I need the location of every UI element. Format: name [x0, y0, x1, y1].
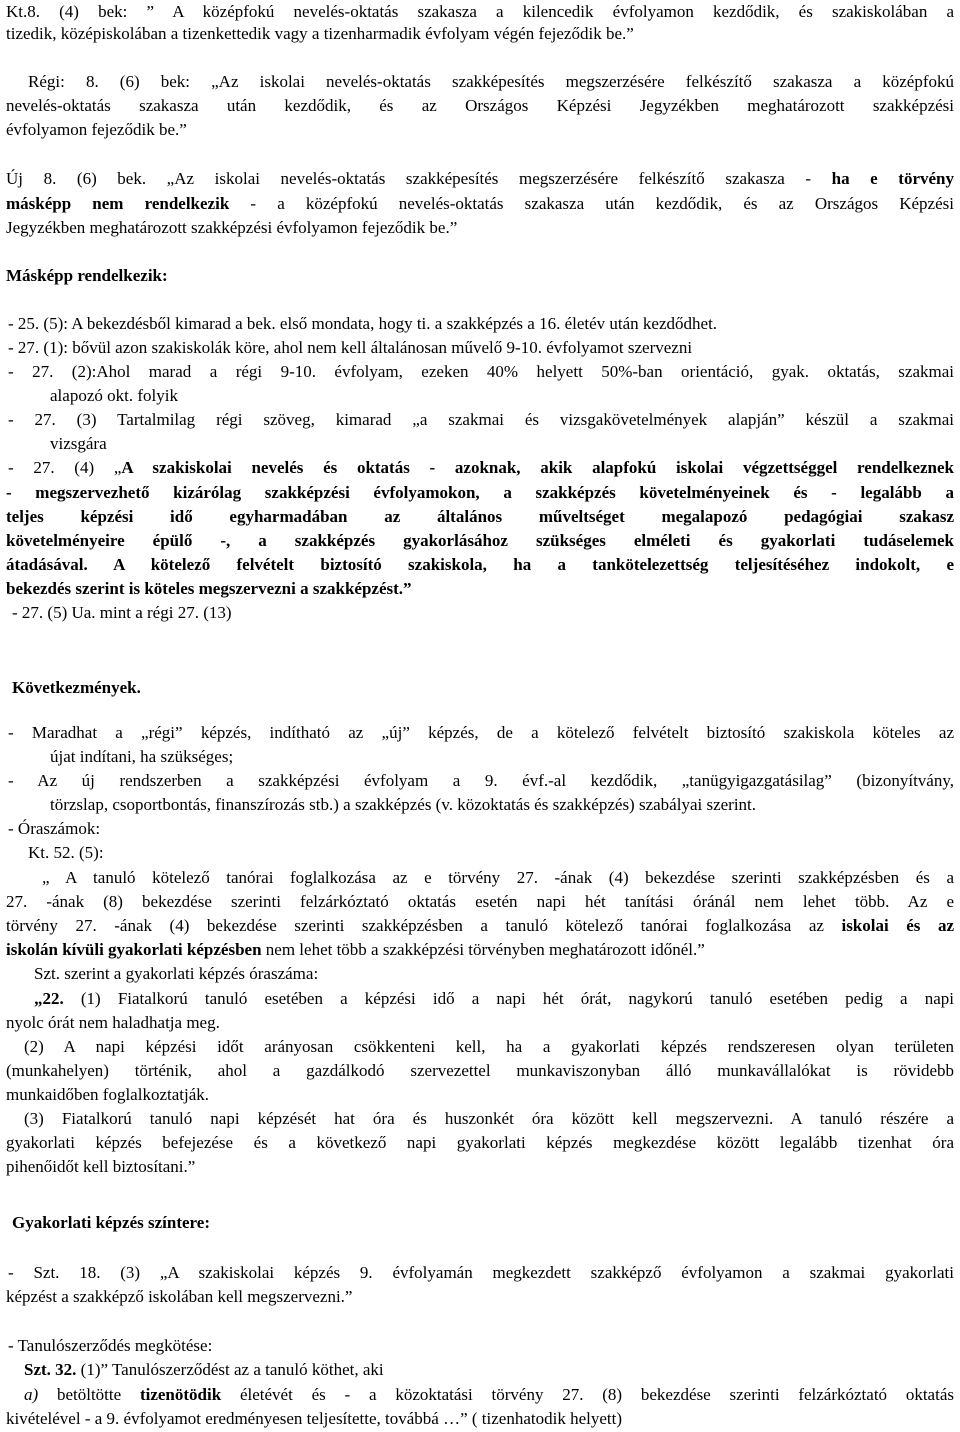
szt32-bold-ref: Szt. 32.: [24, 1360, 77, 1379]
szt-text: (1) Fiatalkorú tanuló esetében a képzési idő a napi hét órát, nagykorú tanuló esetében pedig a napi: [63, 989, 954, 1008]
szt32-point-a: [24, 1383, 954, 1407]
bold-quote-line: - megszervezhető kizárólag szakképzési évfolyamokon, a szakképzés követelményeinek és - legalább a: [6, 483, 954, 502]
kt52-bold-text: iskolán kívüli gyakorlati képzésben: [6, 940, 262, 959]
szt32-point-a-continuation: kivételével - a 9. évfolyamot eredményesen teljesítette, továbbá …” ( tizenhatodik helyett): [6, 1409, 623, 1428]
szt-paragraph-line: (munkahelyen) történik, ahol a gazdálkodó szervezettel munkaviszonyban álló munkavállalókat is rövidebb: [6, 1061, 954, 1080]
gyakorlati-heading: Gyakorlati képzés színtere:: [12, 1213, 210, 1232]
list-item-continuation: vizsgára: [50, 434, 107, 453]
bold-quote-line: teljes képzési idő egyharmadában az általános műveltséget megalapozó pedagógiai szakasz: [6, 507, 954, 526]
regi-line-3: évfolyamon fejeződik be.”: [6, 120, 187, 139]
list-item-prefix: - 27. (4) „: [8, 458, 122, 477]
szt-paragraph-line: munkaidőben foglalkoztatják.: [6, 1085, 209, 1104]
kt52-bold-text: iskolai és az: [841, 916, 954, 935]
list-item: - 25. (5): A bekezdésből kimarad a bek. első mondata, hogy ti. a szakképzés a 16. életév után kezdődhet.: [8, 314, 718, 333]
kt52-text: törvény 27. -ának (4) bekezdése szerinti szakképzésben a tanuló kötelező tanórai foglalkozása az: [6, 916, 842, 935]
list-item-continuation: újat indítani, ha szükséges;: [50, 747, 234, 766]
szt32-text: életévét és - a közoktatási törvény 27. (8) bekezdése szerinti felzárkóztató oktatás: [221, 1385, 954, 1404]
list-item-continuation: alapozó okt. folyik: [50, 386, 178, 405]
maskepp-heading: Másképp rendelkezik:: [6, 266, 168, 285]
uj-bold-text: másképp nem rendelkezik: [6, 194, 230, 213]
list-item-continuation: törzslap, csoportbontás, finanszírozás stb.) a szakképzés (v. közoktatás és szakképzés) szabályai szerint.: [50, 795, 757, 814]
list-item: - Óraszámok:: [8, 819, 101, 838]
kt52-quote-line: 27. -ának (8) bekezdése szerinti felzárkóztató oktatás esetén napi hét tanítási óránál nem lehet több. Az e: [6, 892, 954, 911]
regi-line-1: Régi: 8. (6) bek: „Az iskolai nevelés-oktatás szakképesítés megszerzésére felkészítő szakasza a középfokú: [28, 72, 954, 91]
regi-line-2: nevelés-oktatás szakasza után kezdődik, és az Országos Képzési Jegyzékben meghatározott szakképzési: [6, 96, 954, 115]
uj-line-1: [6, 167, 954, 191]
kt52-reference: Kt. 52. (5):: [28, 843, 104, 862]
bold-quote-line: követelményeire épülő -, a szakképzés gyakorlásához szükséges elméleti és gyakorlati tudáselemek: [6, 531, 954, 550]
uj-line-2: [6, 192, 954, 216]
szt32-text: (1)” Tanulószerződést az a tanuló köthet, aki: [76, 1360, 384, 1379]
bold-quote-line: átadásával. A kötelező felvételt biztosító szakiskola, ha a tankötelezettség teljesítéséhez indokolt, e: [6, 555, 954, 574]
szt-paragraph-line: pihenőidőt kell biztosítani.”: [6, 1157, 196, 1176]
kt52-quote-line: „ A tanuló kötelező tanórai foglalkozása az e törvény 27. -ának (4) bekezdése szerinti szakképzésben és a: [42, 868, 954, 887]
szt-paragraph-line: (3) Fiatalkorú tanuló napi képzését hat óra és huszonkét óra között kell megszervezni. A tanuló részére a: [24, 1109, 954, 1128]
kt52-text: nem lehet több a szakképzési törvényben meghatározott időnél.”: [261, 940, 705, 959]
kovetkezmenyek-heading: Következmények.: [12, 678, 141, 697]
list-item: - Maradhat a „régi” képzés, indítható az „új” képzés, de a kötelező felvételt biztosító szakiskola köteles az: [8, 723, 954, 742]
list-item: - 27. (2):Ahol marad a régi 9-10. évfolyam, ezeken 40% helyett 50%-ban orientáció, gyak. oktatás, szakmai: [8, 362, 954, 381]
szt18-line: - Szt. 18. (3) „A szakiskolai képzés 9. évfolyamán megkezdett szakképző évfolyamon a szakmai gyakorlati: [8, 1263, 954, 1282]
list-item: - 27. (5) Ua. mint a régi 27. (13): [12, 603, 232, 622]
list-item: - 27. (3) Tartalmilag régi szöveg, kimarad „a szakmai és vizsgakövetelmények alapján” készül a szakmai: [8, 410, 954, 429]
list-item: [8, 456, 954, 480]
kt8-line-2: tizedik, középiskolában a tizenkettedik vagy a tizenharmadik évfolyam végén fejeződik be.”: [6, 24, 634, 43]
uj-bold-text: ha e törvény: [831, 169, 954, 188]
uj-text: Új 8. (6) bek. „Az iskolai nevelés-oktatás szakképesítés megszerzésére felkészítő szakasza -: [6, 169, 832, 188]
point-label: a): [24, 1385, 39, 1404]
list-item: - Tanulószerződés megkötése:: [8, 1336, 213, 1355]
szt32-reference: [24, 1358, 384, 1382]
szt-paragraph-line: (2) A napi képzési időt arányosan csökkenteni kell, ha a gyakorlati képzés rendszeresen olyan területen: [24, 1037, 954, 1056]
szt-paragraph-line: nyolc órát nem haladhatja meg.: [6, 1013, 220, 1032]
szt32-text: betöltötte: [38, 1385, 140, 1404]
kt52-quote-line: [6, 914, 954, 938]
list-item: - 27. (1): bővül azon szakiskolák köre, ahol nem kell általánosan művelő 9-10. évfolyamot szervezni: [8, 338, 693, 357]
szt-section-number: „22.: [34, 989, 64, 1008]
uj-text: - a középfokú nevelés-oktatás szakasza után kezdődik, és az Országos Képzési: [229, 194, 954, 213]
szt-paragraph-line: gyakorlati képzés befejezése és a következő napi gyakorlati képzés megkezdése között legalább tizenhat óra: [6, 1133, 954, 1152]
kt8-line-1: Kt.8. (4) bek: ” A középfokú nevelés-oktatás szakasza a kilencedik évfolyamon kezdődik, és szakiskolában a: [6, 2, 954, 21]
uj-line-3: Jegyzékben meghatározott szakképzési évfolyamon fejeződik be.”: [6, 218, 458, 237]
kt52-quote-line: [6, 938, 705, 962]
list-item: - Az új rendszerben a szakképzési évfolyam a 9. évf.-al kezdődik, „tanügyigazgatásilag” (bizonyítvány,: [8, 771, 954, 790]
szt-intro: Szt. szerint a gyakorlati képzés óraszáma:: [34, 964, 319, 983]
szt-paragraph-line: [34, 987, 954, 1011]
szt32-bold-text: tizenötödik: [139, 1385, 222, 1404]
bold-quote: A szakiskolai nevelés és oktatás - azoknak, akik alapfokú iskolai végzettséggel rendelkeznek: [121, 458, 955, 477]
bold-quote-line: bekezdés szerint is köteles megszervezni a szakképzést.”: [6, 579, 412, 598]
szt18-line: képzést a szakképző iskolában kell megszervezni.”: [6, 1287, 353, 1306]
